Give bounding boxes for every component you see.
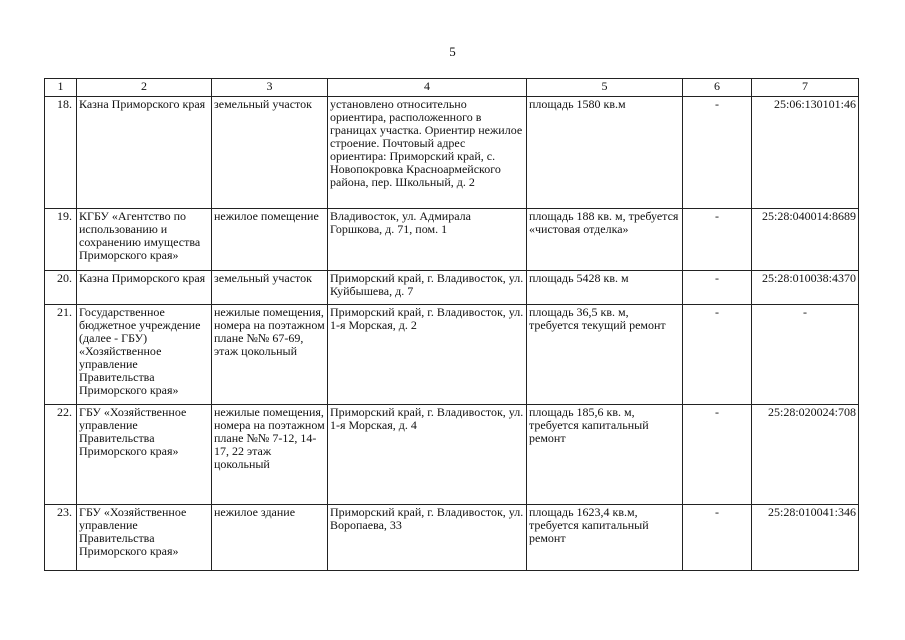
table-row — [45, 505, 859, 571]
header-cell-3: 3 — [212, 79, 328, 97]
header-cell-4: 4 — [328, 79, 527, 97]
address-cell: Приморский край, г. Владивосток, ул. Куйбышева, д. 7 — [328, 271, 527, 305]
table-row — [45, 271, 859, 305]
header-cell-7: 7 — [752, 79, 859, 97]
header-cell-5: 5 — [527, 79, 683, 97]
cadastral-number-cell: 25:28:040014:8689 — [752, 209, 859, 271]
object-type-cell: земельный участок — [212, 271, 328, 305]
row-number: 22. — [45, 405, 77, 505]
page-number: 5 — [449, 44, 456, 59]
header-cell-2: 2 — [77, 79, 212, 97]
row-number: 21. — [45, 305, 77, 405]
col6-cell: - — [683, 505, 752, 571]
col6-cell: - — [683, 405, 752, 505]
table-row — [45, 405, 859, 505]
object-type-cell: нежилые помещения, номера на поэтажном плане №№ 67-69, этаж цокольный — [212, 305, 328, 405]
row-number: 23. — [45, 505, 77, 571]
row-number: 19. — [45, 209, 77, 271]
col6-cell: - — [683, 209, 752, 271]
object-type-cell: нежилые помещения, номера на поэтажном плане №№ 7-12, 14-17, 22 этаж цокольный — [212, 405, 328, 505]
characteristics-cell: площадь 36,5 кв. м, требуется текущий ремонт — [527, 305, 683, 405]
owner-cell: Казна Приморского края — [77, 271, 212, 305]
address-cell: Приморский край, г. Владивосток, ул. 1-я Морская, д. 4 — [328, 405, 527, 505]
table-row — [45, 97, 859, 209]
characteristics-cell: площадь 188 кв. м, требуется «чистовая отделка» — [527, 209, 683, 271]
owner-cell: Казна Приморского края — [77, 97, 212, 209]
header-row — [45, 79, 859, 97]
cadastral-number-cell: 25:06:130101:46 — [752, 97, 859, 209]
characteristics-cell: площадь 5428 кв. м — [527, 271, 683, 305]
row-number: 18. — [45, 97, 77, 209]
owner-cell: КГБУ «Агентство по использованию и сохранению имущества Приморского края» — [77, 209, 212, 271]
col6-cell: - — [683, 305, 752, 405]
table-row — [45, 209, 859, 271]
object-type-cell: земельный участок — [212, 97, 328, 209]
header-cell-1: 1 — [45, 79, 77, 97]
address-cell: Приморский край, г. Владивосток, ул. Воропаева, 33 — [328, 505, 527, 571]
characteristics-cell: площадь 1580 кв.м — [527, 97, 683, 209]
cadastral-number-cell: 25:28:010041:346 — [752, 505, 859, 571]
address-cell: Приморский край, г. Владивосток, ул. 1-я Морская, д. 2 — [328, 305, 527, 405]
col6-cell: - — [683, 271, 752, 305]
address-cell: установлено относительно ориентира, расположенного в границах участка. Ориентир нежилое строение. Почтовый адрес ориентира: Приморский край, с. Новопокровка Красноармейского района, пер. Школьный, д. 2 — [328, 97, 527, 209]
col6-cell: - — [683, 97, 752, 209]
object-type-cell: нежилое помещение — [212, 209, 328, 271]
table-row — [45, 305, 859, 405]
owner-cell: ГБУ «Хозяйственное управление Правительства Приморского края» — [77, 405, 212, 505]
row-number: 20. — [45, 271, 77, 305]
property-table — [44, 78, 859, 571]
cadastral-number-cell: 25:28:010038:4370 — [752, 271, 859, 305]
characteristics-cell: площадь 185,6 кв. м, требуется капитальный ремонт — [527, 405, 683, 505]
owner-cell: Государственное бюджетное учреждение (далее - ГБУ) «Хозяйственное управление Правительства Приморского края» — [77, 305, 212, 405]
cadastral-number-cell: - — [752, 305, 859, 405]
header-cell-6: 6 — [683, 79, 752, 97]
address-cell: Владивосток, ул. Адмирала Горшкова, д. 71, пом. 1 — [328, 209, 527, 271]
characteristics-cell: площадь 1623,4 кв.м, требуется капитальный ремонт — [527, 505, 683, 571]
object-type-cell: нежилое здание — [212, 505, 328, 571]
owner-cell: ГБУ «Хозяйственное управление Правительства Приморского края» — [77, 505, 212, 571]
cadastral-number-cell: 25:28:020024:708 — [752, 405, 859, 505]
